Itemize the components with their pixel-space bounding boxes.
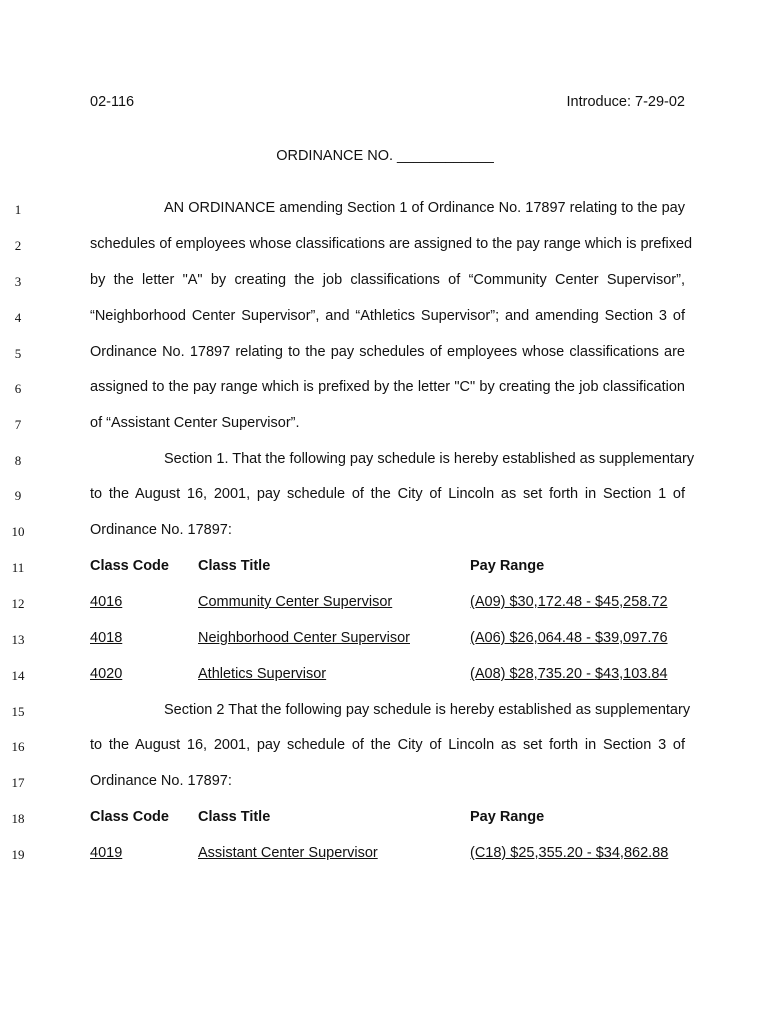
pay-range-header: Pay Range xyxy=(470,558,545,574)
section-2-text: Ordinance No. 17897: xyxy=(90,773,232,789)
line-number: 15 xyxy=(11,704,25,719)
body-text-line: of “Assistant Center Supervisor”. xyxy=(90,415,300,431)
line-number: 5 xyxy=(14,346,22,361)
line-number: 8 xyxy=(14,453,22,468)
pay-range-cell: (A08) $28,735.20 - $43,103.84 xyxy=(470,666,668,682)
body-text-line: by the letter "A" by creating the job classifications of “Community Center Supervisor”, xyxy=(90,272,685,288)
class-title-cell: Assistant Center Supervisor xyxy=(198,845,378,861)
pay-range-cell: (A09) $30,172.48 - $45,258.72 xyxy=(470,594,668,610)
line-number: 17 xyxy=(11,775,25,790)
class-code-cell: 4016 xyxy=(90,594,123,610)
body-text-line: schedules of employees whose classifications are assigned to the pay range which is prefixed xyxy=(90,236,693,252)
class-code-header: Class Code xyxy=(90,558,169,574)
line-number: 13 xyxy=(11,632,25,647)
ordinance-title: ORDINANCE NO. ____________ xyxy=(276,148,494,164)
line-number: 14 xyxy=(11,668,25,683)
line-number: 12 xyxy=(11,596,25,611)
line-number: 9 xyxy=(14,488,22,503)
body-text-line: “Neighborhood Center Supervisor”, and “Athletics Supervisor”; and amending Section 3 of xyxy=(90,308,685,324)
class-title-header: Class Title xyxy=(198,809,271,825)
class-code-header: Class Code xyxy=(90,809,169,825)
class-code-cell: 4020 xyxy=(90,666,123,682)
class-title-cell: Community Center Supervisor xyxy=(198,594,393,610)
body-text-line: Ordinance No. 17897 relating to the pay schedules of employees whose classifications are xyxy=(90,344,685,360)
line-number: 10 xyxy=(11,524,25,539)
document-number: 02-116 xyxy=(90,94,135,110)
class-code-cell: 4019 xyxy=(90,845,123,861)
line-number: 11 xyxy=(11,560,25,575)
section-1-text: to the August 16, 2001, pay schedule of the City of Lincoln as set forth in Section 1 of xyxy=(90,486,685,502)
line-number: 16 xyxy=(11,739,25,754)
pay-range-cell: (A06) $26,064.48 - $39,097.76 xyxy=(470,630,668,646)
pay-range-cell: (C18) $25,355.20 - $34,862.88 xyxy=(470,845,669,861)
body-text-line: AN ORDINANCE amending Section 1 of Ordinance No. 17897 relating to the pay xyxy=(164,200,685,216)
line-number: 4 xyxy=(14,310,22,325)
class-title-cell: Neighborhood Center Supervisor xyxy=(198,630,410,646)
class-title-cell: Athletics Supervisor xyxy=(198,666,327,682)
pay-range-header: Pay Range xyxy=(470,809,545,825)
line-number: 7 xyxy=(14,417,22,432)
introduce-date: Introduce: 7-29-02 xyxy=(566,94,685,110)
section-2-text: Section 2 That the following pay schedule is hereby established as supplementary xyxy=(164,702,691,718)
line-number: 1 xyxy=(14,202,22,217)
section-1-text: Ordinance No. 17897: xyxy=(90,522,232,538)
line-number: 19 xyxy=(11,847,25,862)
body-text-line: assigned to the pay range which is prefixed by the letter "C" by creating the job classification xyxy=(90,379,685,395)
line-number: 3 xyxy=(14,274,22,289)
section-1-text: Section 1. That the following pay schedule is hereby established as supplementary xyxy=(164,451,695,467)
class-title-header: Class Title xyxy=(198,558,271,574)
line-number: 6 xyxy=(14,381,22,396)
class-code-cell: 4018 xyxy=(90,630,123,646)
line-number: 18 xyxy=(11,811,25,826)
line-number: 2 xyxy=(14,238,22,253)
section-2-text: to the August 16, 2001, pay schedule of the City of Lincoln as set forth in Section 3 of xyxy=(90,737,685,753)
